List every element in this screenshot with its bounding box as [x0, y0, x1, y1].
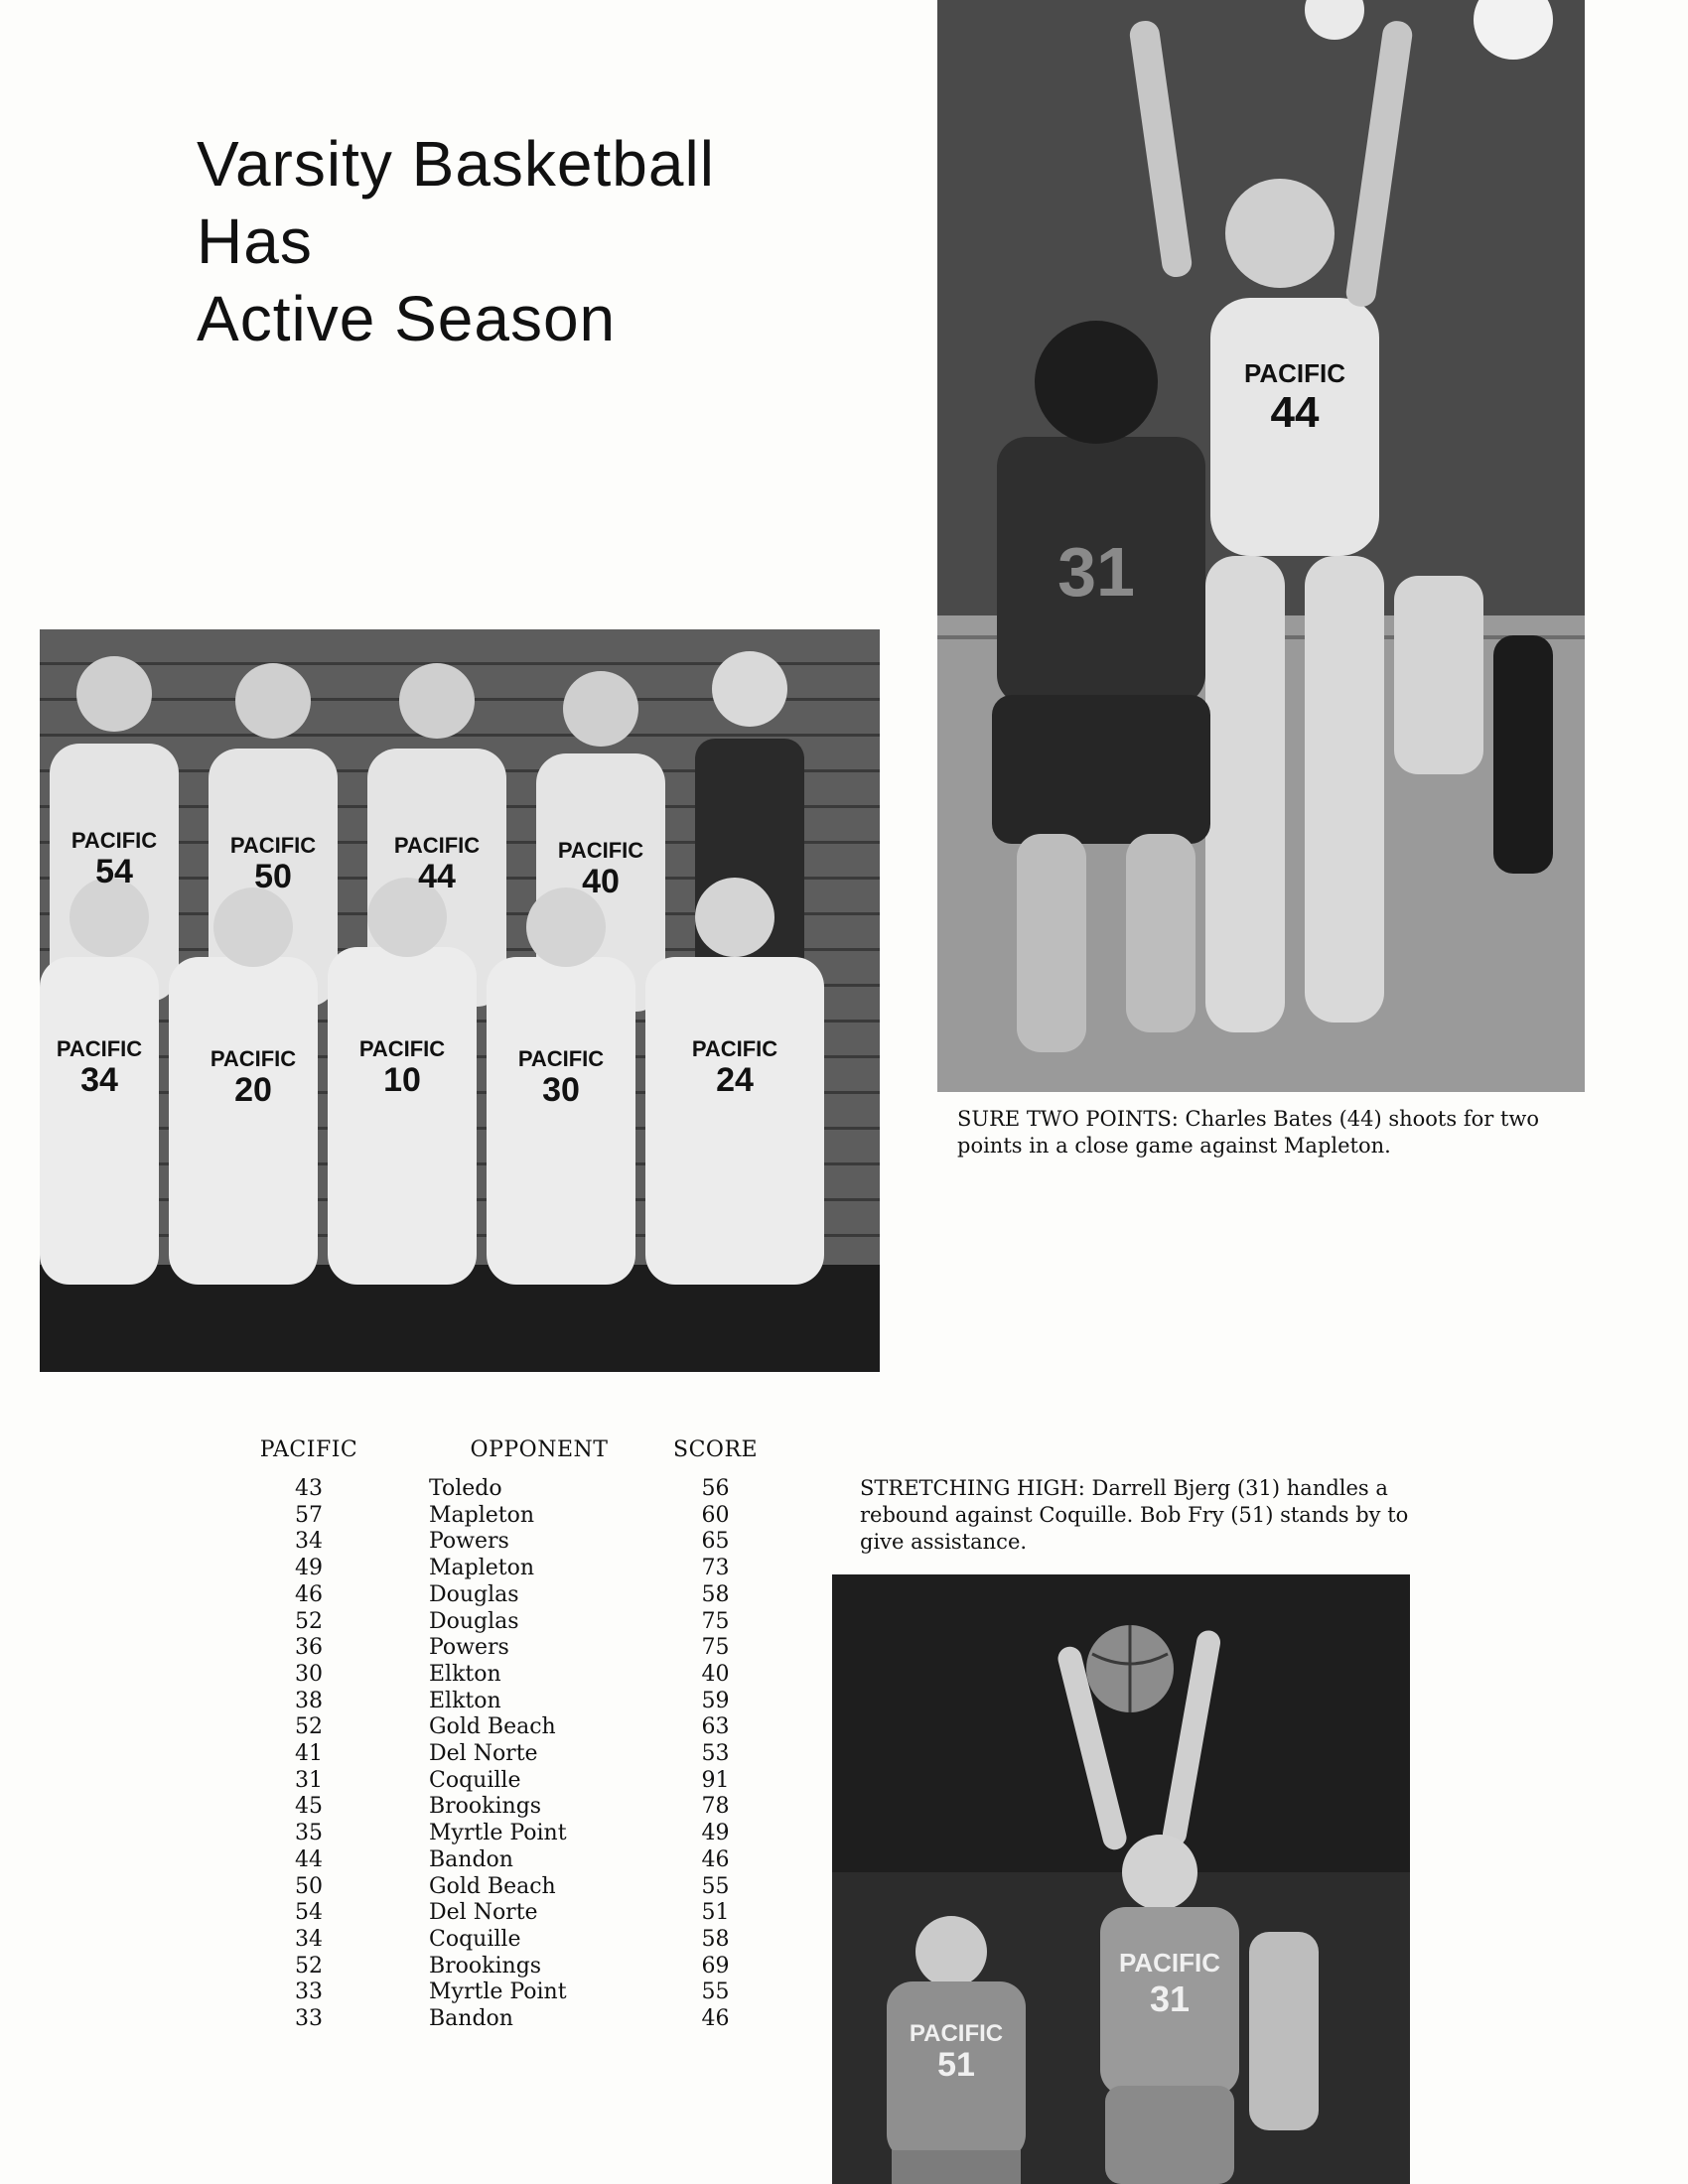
svg-text:PACIFIC: PACIFIC [358, 1036, 446, 1061]
pacific-score-cell: 50 [295, 1873, 323, 1899]
opponent-score-cell: 75 [701, 1608, 730, 1634]
action-shot-photo [937, 0, 1585, 1092]
opponent-score-cell: 46 [701, 1846, 730, 1872]
opponent-score-cell: 56 [701, 1476, 730, 1501]
opponent-score-cell: 49 [701, 1821, 730, 1846]
opponent-name-cell: Elkton [429, 1688, 501, 1713]
svg-text:20: 20 [234, 1071, 272, 1109]
opponent-score-cell: 55 [701, 1979, 730, 2005]
svg-text:PACIFIC: PACIFIC [210, 1046, 297, 1071]
pacific-score-cell: 52 [295, 1714, 323, 1740]
svg-text:PACIFIC: PACIFIC [56, 1036, 143, 1061]
team-photo-image [40, 629, 880, 1372]
headline-line-2: Has [197, 205, 313, 277]
rebound-photo-image [832, 1574, 1410, 2184]
pacific-score-cell: 49 [295, 1556, 323, 1581]
pacific-score-cell: 31 [295, 1767, 323, 1793]
pacific-score-cell: 34 [295, 1926, 323, 1952]
opponent-name-cell: Coquille [429, 1926, 521, 1952]
svg-text:30: 30 [542, 1071, 580, 1109]
pacific-score-cell: 46 [295, 1581, 323, 1607]
opponent-score-cell: 46 [701, 2006, 730, 2032]
team-photo [40, 629, 880, 1372]
opponent-name-cell: Powers [429, 1635, 509, 1661]
svg-text:PACIFIC: PACIFIC [691, 1036, 778, 1061]
svg-text:31: 31 [1057, 533, 1135, 611]
pacific-score-cell: 35 [295, 1821, 323, 1846]
opponent-name-cell: Mapleton [429, 1556, 535, 1581]
schedule-row [234, 1609, 758, 1636]
schedule-body [234, 1476, 758, 2033]
svg-text:PACIFIC: PACIFIC [393, 833, 481, 858]
opponent-score-cell: 91 [701, 1767, 730, 1793]
action-shot-caption: SURE TWO POINTS: Charles Bates (44) shoots for two points in a close game against Mapleton. [957, 1107, 1540, 1158]
svg-text:PACIFIC: PACIFIC [70, 828, 158, 853]
svg-text:PACIFIC: PACIFIC [557, 838, 644, 863]
pacific-score-cell: 57 [295, 1502, 323, 1528]
opponent-name-cell: Mapleton [429, 1502, 535, 1528]
opponent-score-cell: 60 [701, 1502, 730, 1528]
opponent-name-cell: Toledo [429, 1476, 502, 1501]
pacific-score-cell: 41 [295, 1741, 323, 1767]
schedule-row [234, 1954, 758, 1980]
schedule-row [234, 1503, 758, 1530]
svg-text:44: 44 [418, 858, 456, 895]
opponent-name-cell: Brookings [429, 1794, 542, 1820]
opponent-name-cell: Bandon [429, 1846, 513, 1872]
schedule-row [234, 1529, 758, 1556]
opponent-name-cell: Douglas [429, 1581, 519, 1607]
schedule-row [234, 1741, 758, 1768]
svg-text:PACIFIC: PACIFIC [517, 1046, 605, 1071]
opponent-name-cell: Elkton [429, 1661, 501, 1687]
svg-text:51: 51 [937, 2046, 975, 2084]
rebound-caption: STRETCHING HIGH: Darrell Bjerg (31) handles a rebound against Coquille. Bob Fry (51) stands by to give assistance. [860, 1476, 1409, 1554]
opponent-score-cell: 73 [701, 1556, 730, 1581]
schedule-row [234, 1714, 758, 1741]
pacific-score-cell: 38 [295, 1688, 323, 1713]
svg-text:54: 54 [95, 853, 133, 890]
opponent-name-cell: Gold Beach [429, 1873, 556, 1899]
pacific-score-cell: 36 [295, 1635, 323, 1661]
pacific-column-header: PACIFIC [259, 1437, 358, 1462]
opponent-score-cell: 69 [701, 1953, 730, 1979]
svg-text:10: 10 [383, 1061, 421, 1099]
opponent-score-cell: 51 [701, 1900, 730, 1926]
pacific-score-cell: 33 [295, 2006, 323, 2032]
pacific-score-cell: 52 [295, 1608, 323, 1634]
opponent-column-header: OPPONENT [470, 1437, 609, 1462]
opponent-score-cell: 58 [701, 1926, 730, 1952]
action-shot-image [937, 0, 1585, 1092]
schedule-row [234, 1635, 758, 1662]
pacific-score-cell: 33 [295, 1979, 323, 2005]
opponent-name-cell: Powers [429, 1529, 509, 1555]
page-headline [197, 125, 832, 357]
opponent-name-cell: Myrtle Point [429, 1979, 567, 2005]
svg-text:PACIFIC: PACIFIC [1118, 1948, 1221, 1978]
svg-text:PACIFIC: PACIFIC [229, 833, 317, 858]
opponent-name-cell: Gold Beach [429, 1714, 556, 1740]
schedule-row [234, 1582, 758, 1609]
schedule-row [234, 1689, 758, 1715]
opponent-score-cell: 55 [701, 1873, 730, 1899]
pacific-score-cell: 43 [295, 1476, 323, 1501]
svg-text:PACIFIC: PACIFIC [1243, 358, 1346, 388]
opponent-score-cell: 53 [701, 1741, 730, 1767]
schedule-row [234, 1900, 758, 1927]
opponent-score-cell: 75 [701, 1635, 730, 1661]
schedule-header-row [234, 1437, 758, 1476]
opponent-name-cell: Brookings [429, 1953, 542, 1979]
schedule-row [234, 1768, 758, 1795]
opponent-score-cell: 58 [701, 1581, 730, 1607]
schedule-row [234, 2006, 758, 2033]
pacific-score-cell: 54 [295, 1900, 323, 1926]
opponent-name-cell: Del Norte [429, 1741, 538, 1767]
headline-line-1: Varsity Basketball [197, 128, 715, 200]
opponent-name-cell: Coquille [429, 1767, 521, 1793]
score-column-header: SCORE [673, 1437, 759, 1462]
rebound-photo [832, 1574, 1410, 2184]
schedule-row [234, 1476, 758, 1503]
pacific-score-cell: 44 [295, 1846, 323, 1872]
svg-text:50: 50 [254, 858, 292, 895]
schedule-row [234, 1874, 758, 1901]
opponent-name-cell: Douglas [429, 1608, 519, 1634]
season-schedule-table [234, 1437, 758, 2033]
schedule-row [234, 1556, 758, 1582]
svg-text:PACIFIC: PACIFIC [909, 2020, 1004, 2047]
schedule-row [234, 1794, 758, 1821]
opponent-score-cell: 63 [701, 1714, 730, 1740]
pacific-score-cell: 45 [295, 1794, 323, 1820]
svg-text:40: 40 [582, 863, 620, 900]
opponent-score-cell: 59 [701, 1688, 730, 1713]
svg-text:31: 31 [1149, 1979, 1191, 2019]
opponent-score-cell: 40 [701, 1661, 730, 1687]
opponent-score-cell: 65 [701, 1529, 730, 1555]
opponent-score-cell: 78 [701, 1794, 730, 1820]
pacific-score-cell: 30 [295, 1661, 323, 1687]
schedule-row [234, 1821, 758, 1847]
svg-text:24: 24 [716, 1061, 754, 1099]
schedule-row [234, 1662, 758, 1689]
pacific-score-cell: 52 [295, 1953, 323, 1979]
svg-text:44: 44 [1270, 388, 1320, 437]
schedule-row [234, 1847, 758, 1874]
schedule-row [234, 1927, 758, 1954]
headline-line-3: Active Season [197, 283, 617, 354]
schedule-row [234, 1979, 758, 2006]
opponent-name-cell: Del Norte [429, 1900, 538, 1926]
svg-text:34: 34 [80, 1061, 118, 1099]
opponent-name-cell: Bandon [429, 2006, 513, 2032]
opponent-name-cell: Myrtle Point [429, 1821, 567, 1846]
pacific-score-cell: 34 [295, 1529, 323, 1555]
